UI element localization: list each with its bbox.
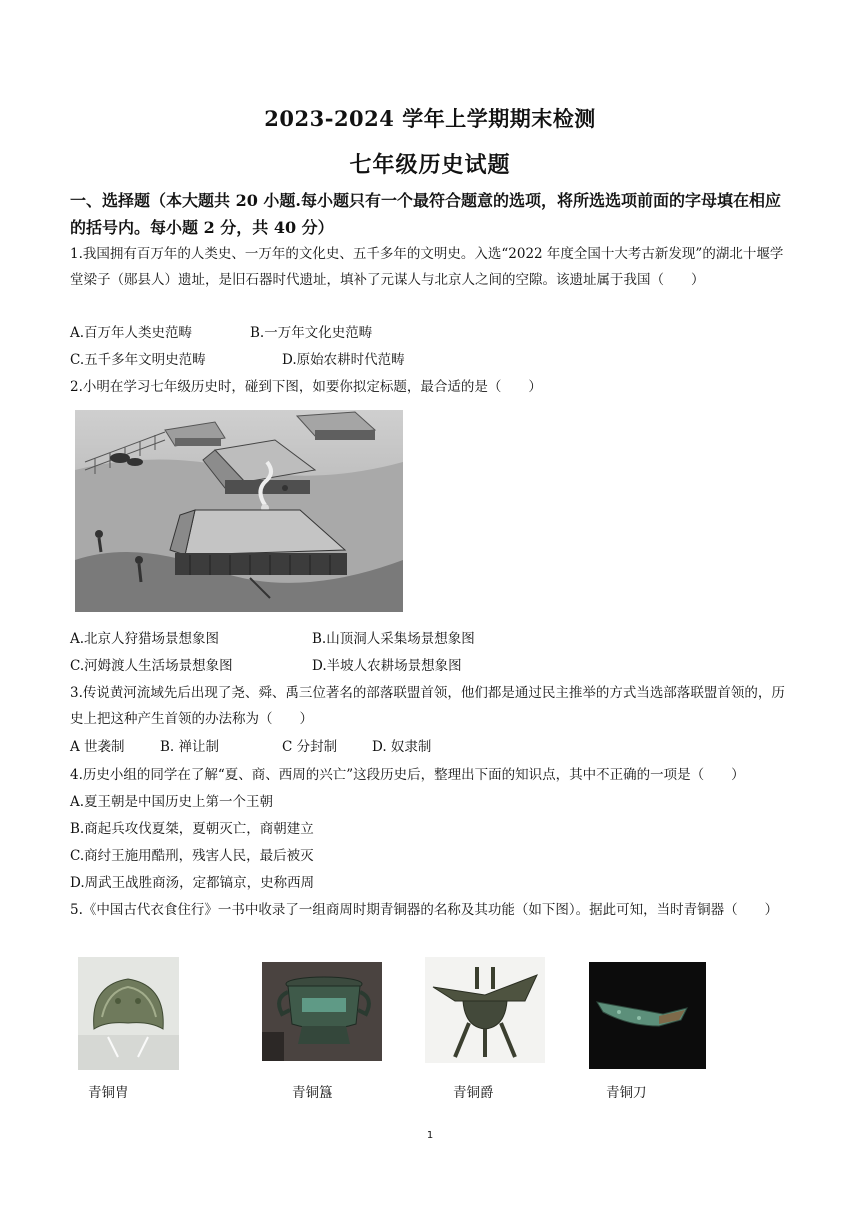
q3-option-a: A 世袭制 [70, 739, 125, 755]
q2-option-b: B.山顶洞人采集场景想象图 [312, 631, 475, 647]
page-number: 1 [426, 1130, 434, 1141]
q2-option-a: A.北京人狩猎场景想象图 [70, 631, 220, 647]
q1-option-a: A.百万年人类史范畴 [70, 325, 193, 341]
bronze-jue-vessel-photo [425, 957, 545, 1063]
q3-option-b: B. 禅让制 [160, 739, 220, 755]
q1-option-d: D.原始农耕时代范畴 [282, 352, 405, 368]
question-2-stem: 2.小明在学习七年级历史时，碰到下图，如要你拟定标题，最合适的是（ ） [70, 379, 542, 395]
neolithic-village-illustration [75, 410, 403, 612]
q3-option-d: D. 奴隶制 [372, 739, 432, 755]
exam-subtitle: 七年级历史试题 [349, 152, 511, 178]
caption-knife: 青铜刀 [606, 1085, 647, 1101]
bronze-knife-photo [589, 962, 706, 1069]
question-4-stem: 4.历史小组的同学在了解“夏、商、西周的兴亡”这段历史后，整理出下面的知识点，其中不正确的一项是（ ） [70, 767, 745, 783]
bronze-helmet-photo [78, 957, 179, 1070]
bronze-gui-vessel-photo [262, 962, 382, 1061]
question-5-stem: 5.《中国古代衣食住行》一书中收录了一组商周时期青铜器的名称及其功能（如下图）。据此可知，当时青铜器（ ） [70, 902, 779, 918]
section-heading: 一、选择题（本大题共 20 小题.每小题只有一个最符合题意的选项，将所选选项前面的字母填在相应的括号内。每小题 2 分，共 40 分） [70, 191, 781, 237]
q4-option-d: D.周武王战胜商汤，定都镐京，史称西周 [70, 875, 315, 891]
caption-gui: 青铜簋 [292, 1085, 333, 1101]
q3-option-c: C 分封制 [282, 739, 338, 755]
q4-option-b: B.商起兵攻伐夏桀，夏朝灭亡，商朝建立 [70, 821, 314, 837]
q4-option-a: A.夏王朝是中国历史上第一个王朝 [70, 794, 274, 810]
caption-jue: 青铜爵 [453, 1085, 494, 1101]
q4-option-c: C.商纣王施用酷刑，残害人民，最后被灭 [70, 848, 314, 864]
q2-option-c: C.河姆渡人生活场景想象图 [70, 658, 233, 674]
question-3-stem: 3.传说黄河流域先后出现了尧、舜、禹三位著名的部落联盟首领，他们都是通过民主推举的方式当选部落联盟首领的，历史上把这种产生首领的办法称为（ ） [70, 685, 785, 727]
caption-helmet: 青铜胄 [88, 1085, 129, 1101]
exam-title: 2023-2024 学年上学期期末检测 [264, 106, 596, 131]
question-1-stem: 1.我国拥有百万年的人类史、一万年的文化史、五千多年的文明史。入选“2022 年度全国十大考古新发现”的湖北十堰学堂梁子（郧县人）遗址，是旧石器时代遗址，填补了元谋人与北京人之间的空隙。该遗址属于我国（ ） [70, 246, 784, 288]
q1-option-b: B.一万年文化史范畴 [250, 325, 373, 341]
q2-option-d: D.半坡人农耕场景想象图 [312, 658, 462, 674]
q1-option-c: C.五千多年文明史范畴 [70, 352, 206, 368]
